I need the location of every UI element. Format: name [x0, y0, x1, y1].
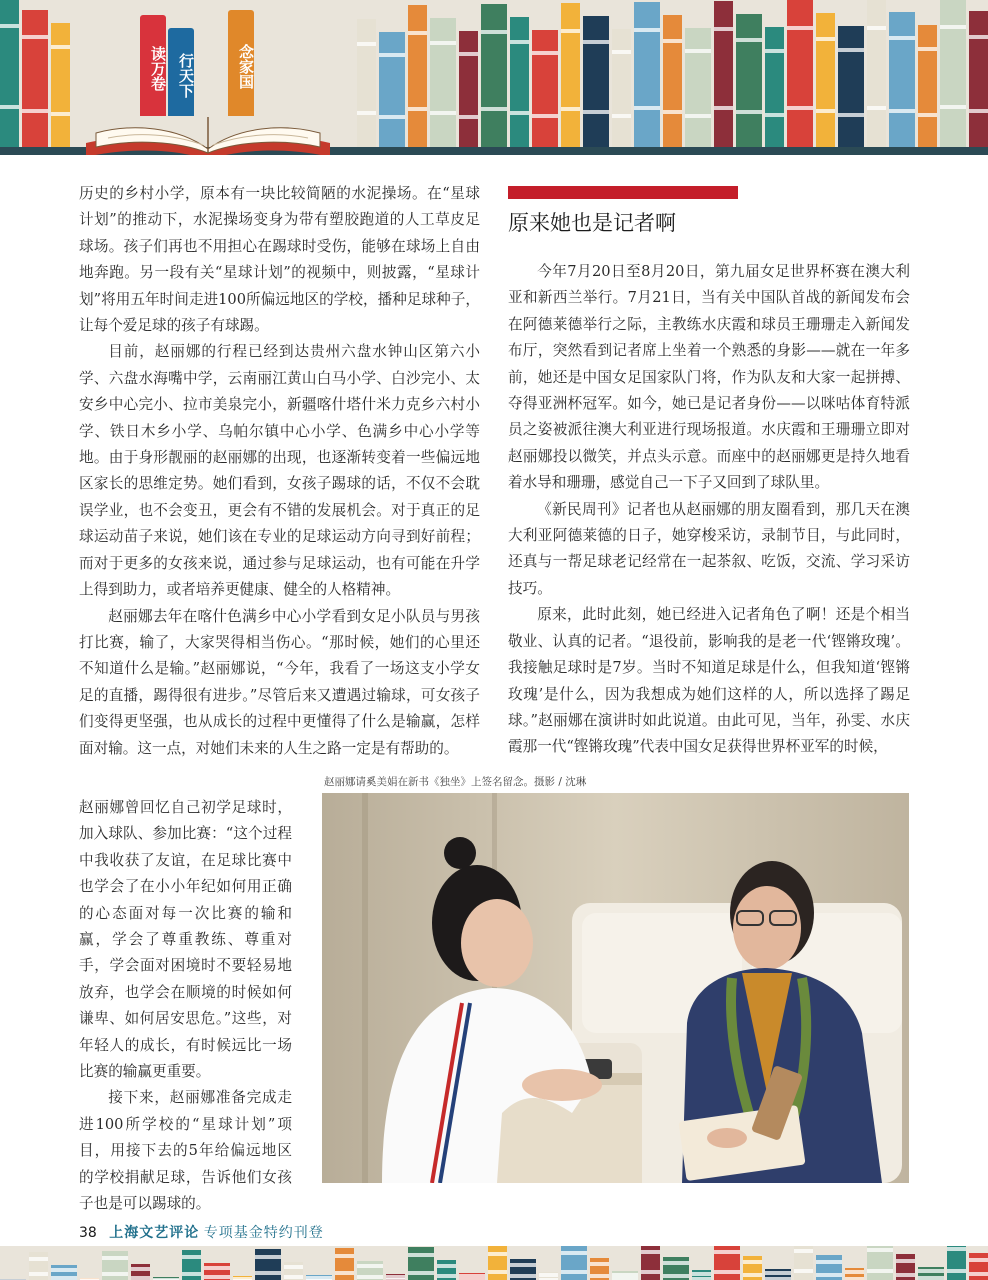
book-stripe [532, 114, 558, 118]
book-stripe [408, 107, 427, 111]
book-spine [816, 13, 835, 147]
book-stripe [29, 1257, 48, 1261]
book-stripe [510, 111, 529, 115]
book-stripe [510, 40, 529, 44]
book-stripe [896, 1259, 915, 1263]
book-stripe [488, 1270, 507, 1274]
book-spine [335, 1248, 354, 1280]
book-stripe [940, 25, 966, 29]
book-spine [459, 31, 478, 147]
publication-name: 上海文艺评论 [109, 1225, 200, 1241]
book-stripe [969, 35, 988, 39]
book-stripe [430, 41, 456, 45]
book-spine [430, 18, 456, 147]
book-spine [408, 1247, 434, 1280]
book-spine [51, 23, 70, 147]
book-stripe [714, 106, 733, 110]
book-spine [379, 32, 405, 147]
book-spine [510, 17, 529, 147]
book-spine [663, 15, 682, 147]
book-spine [510, 1259, 536, 1280]
book-spine [794, 1246, 813, 1280]
book-stripe [969, 1272, 988, 1276]
book-stripe [284, 1275, 303, 1279]
book-spine [918, 25, 937, 147]
book-stripe [794, 1249, 813, 1253]
book-stripe [561, 1270, 587, 1274]
book-stripe [51, 112, 70, 116]
book-stripe [430, 111, 456, 115]
book-stripe [838, 48, 864, 52]
book-stripe [947, 1269, 966, 1273]
book-stripe [918, 113, 937, 117]
bottom-bookshelf-strip [0, 1246, 988, 1280]
book-stripe [641, 1270, 660, 1274]
book-stripe [182, 1272, 201, 1276]
book-spine [131, 1264, 150, 1280]
book-stripe [481, 30, 507, 34]
book-stripe [896, 1273, 915, 1277]
book-stripe [51, 1268, 77, 1272]
book-stripe [634, 28, 660, 32]
book-stripe [590, 1262, 609, 1266]
book-stripe [510, 1274, 536, 1278]
book-spine [22, 10, 48, 147]
book-spine [918, 1267, 944, 1280]
book-stripe [714, 1270, 740, 1274]
book-stripe [867, 1248, 893, 1252]
book-stripe [736, 38, 762, 42]
book-stripe [102, 1272, 128, 1276]
book-stripe [22, 35, 48, 39]
book-stripe [663, 110, 682, 114]
book-stripe [867, 1269, 893, 1273]
book-stripe [532, 51, 558, 55]
book-spine [736, 14, 762, 147]
book-stripe [182, 1255, 201, 1259]
book-stripe [29, 1272, 48, 1276]
book-spine [612, 29, 631, 147]
book-spine [641, 1246, 660, 1280]
right-column [508, 259, 910, 761]
book-spine [437, 1260, 456, 1280]
book-spine [845, 1268, 864, 1280]
book-spine [714, 1246, 740, 1280]
book-stripe [0, 24, 19, 28]
book-stripe [335, 1254, 354, 1258]
book-stripe [969, 1258, 988, 1262]
book-stripe [663, 1261, 689, 1265]
book-spine [488, 1246, 507, 1280]
book-spine [386, 1274, 405, 1280]
book-stripe [539, 1273, 558, 1277]
book-spine [634, 2, 660, 147]
book-spine [0, 0, 19, 147]
book-spine [284, 1262, 303, 1280]
book-stripe [634, 106, 660, 110]
book-spine [838, 26, 864, 147]
left-column [79, 181, 480, 762]
book-spine [692, 1270, 711, 1280]
book-stripe [22, 109, 48, 113]
book-spine [765, 27, 784, 147]
book-spine [743, 1256, 762, 1280]
photo [322, 793, 909, 1183]
book-stripe [357, 1275, 383, 1279]
book-stripe [816, 1260, 842, 1264]
book-stripe [714, 27, 733, 31]
photo-caption: 赵丽娜请奚美娟在新书《独坐》上签名留念。摄影 / 沈琳 [324, 776, 587, 788]
book-stripe [204, 1266, 230, 1270]
book-spine [481, 4, 507, 147]
book-stripe [488, 1252, 507, 1256]
page-number: 38 [79, 1225, 97, 1241]
book-stripe [583, 110, 609, 114]
book-stripe [255, 1255, 281, 1259]
book-stripe [561, 1251, 587, 1255]
book-stripe [131, 1267, 150, 1271]
book-spine [182, 1250, 201, 1280]
open-book-icon [78, 105, 338, 155]
book-stripe [663, 39, 682, 43]
book-stripe [51, 1276, 77, 1280]
book-spine [408, 5, 427, 147]
book-stripe [889, 109, 915, 113]
book-spine [561, 1246, 587, 1280]
book-spine [969, 1253, 988, 1280]
book-stripe [685, 49, 711, 53]
book-stripe [612, 114, 631, 118]
book-stripe [736, 110, 762, 114]
book-stripe [918, 47, 937, 51]
book-stripe [612, 50, 631, 54]
book-spine [255, 1249, 281, 1280]
column-emblem [78, 10, 338, 155]
book-spine [816, 1255, 842, 1280]
book-spine [539, 1272, 558, 1280]
book-stripe [51, 45, 70, 49]
emblem-tag-travel: 行天下 [168, 28, 194, 116]
book-spine [357, 19, 376, 147]
book-stripe [918, 1276, 944, 1280]
book-stripe [641, 1250, 660, 1254]
emblem-tag-read: 读万卷 [140, 15, 166, 116]
book-stripe [816, 37, 835, 41]
book-stripe [102, 1256, 128, 1260]
book-stripe [867, 106, 886, 110]
book-stripe [459, 52, 478, 56]
book-spine [787, 0, 813, 147]
book-stripe [561, 29, 580, 33]
book-spine [233, 1276, 252, 1280]
emblem-tag-home: 念家国 [228, 10, 254, 116]
book-spine [685, 28, 711, 147]
book-stripe [583, 40, 609, 44]
book-spine [29, 1252, 48, 1280]
book-stripe [379, 53, 405, 57]
book-stripe [459, 115, 478, 119]
book-stripe [816, 1273, 842, 1277]
book-stripe [590, 1274, 609, 1278]
book-stripe [481, 107, 507, 111]
narrow-column [79, 795, 292, 1218]
book-stripe [867, 26, 886, 30]
book-stripe [510, 1263, 536, 1267]
book-spine [561, 3, 580, 147]
paragraph: 原来，此时此刻，她已经进入记者角色了啊！还是个相当敬业、认真的记者。“退役前，影响我的是老一代‘铿锵玫瑰’。我接触足球时是7岁。当时不知道足球是什么，但我知道‘铿锵玫瑰’是什么，因为我想成为她们这样的人，所以选择了踢足球。”赵丽娜在演讲时如此说道。由此可见，当年，孙雯、水庆霞那一代“铿锵玫瑰”代表中国女足获得世界杯亚军的时候， [508, 606, 910, 756]
book-stripe [131, 1276, 150, 1280]
photo-illustration [322, 793, 909, 1183]
book-spine [357, 1261, 383, 1280]
book-stripe [255, 1271, 281, 1275]
book-stripe [765, 49, 784, 53]
book-spine [583, 16, 609, 147]
book-stripe [357, 42, 376, 46]
book-stripe [685, 114, 711, 118]
paragraph: 今年7月20日至8月20日，第九届女足世界杯赛在澳大利亚和新西兰举行。7月21日，当有关中国队首战的新闻发布会在阿德莱德举行之际，主教练水庆霞和球员王珊珊走入新闻发布厅，突然看到记者席上坐着一个熟悉的身影——就在一年多前，她还是中国女足国家队门将，作为队友和大家一起拼搏、夺得亚洲杯冠军。如今，她已是记者身份——以咪咕体育特派员之姿被派往澳大利亚进行现场报道。水庆霞和王珊珊立即对赵丽娜投以微笑，并点头示意。而座中的赵丽娜更是持久地看着水导和珊珊，感觉自己一下子又回到了球队里。 [508, 263, 910, 492]
book-stripe [357, 1264, 383, 1268]
book-spine [204, 1263, 230, 1280]
book-spine [969, 11, 988, 147]
book-spine [867, 0, 886, 147]
book-stripe [969, 109, 988, 113]
book-stripe [284, 1265, 303, 1269]
paragraph: 历史的乡村小学，原本有一块比较简陋的水泥操场。在“星球计划”的推动下，水泥操场变身为带有塑胶跑道的人工草皮足球场。孩子们再也不用担心在踢球时受伤，能够在球场上自由地奔跑。另一段有关“星球计划”的视频中，则披露，“星球计划”将用五年时间走进100所偏远地区的学校，播种足球种子，让每个爱足球的孩子有球踢。 [79, 185, 480, 335]
book-stripe [918, 1269, 944, 1273]
book-spine [663, 1257, 689, 1280]
bookshelf-banner [0, 0, 988, 155]
book-stripe [408, 1271, 434, 1275]
paragraph: 赵丽娜去年在喀什色满乡中心小学看到女足小队员与男孩打比赛，输了，大家哭得相当伤心。“那时候，她们的心里还不知道什么是输。”赵丽娜说，“今年，我看了一场这支小学女足的直播，踢得很有进步。”尽管后来又遭遇过输球，可女孩子们变得更坚强，也从成长的过程中更懂得了什么是输赢，怎样面对输。这一点，对她们未来的人生之路一定是有帮助的。 [79, 607, 480, 757]
book-spine [459, 1273, 485, 1280]
publication-note: 专项基金特约刊登 [203, 1225, 324, 1241]
book-stripe [408, 31, 427, 35]
book-stripe [787, 106, 813, 110]
book-stripe [794, 1269, 813, 1273]
book-stripe [787, 26, 813, 30]
book-stripe [765, 1271, 791, 1275]
book-spine [532, 30, 558, 147]
book-spine [765, 1269, 791, 1280]
book-spine [889, 12, 915, 147]
section-title: 原来她也是记者啊 [508, 211, 676, 235]
paragraph: 《新民周刊》记者也从赵丽娜的朋友圈看到，那几天在澳大利亚阿德莱德的日子，她穿梭采访，录制节目，与此同时，还真与一帮足球老记经常在一起茶叙、吃饭，交流、学习采访技巧。 [508, 500, 910, 597]
book-stripe [765, 113, 784, 117]
paragraph: 赵丽娜曾回忆自己初学足球时，加入球队、参加比赛：“这个过程中我收获了友谊，在足球比赛中也学会了在小小年纪如何用正确的心态面对每一次比赛的输和赢，学会了尊重教练、尊重对手，学会面对困境时不要轻易地放弃，也学会在顺境的时候如何谦卑、如何居安思危。”这些，对年轻人的成长，有时候远比一场比赛的输赢更重要。 [79, 799, 292, 1081]
book-stripe [692, 1272, 711, 1276]
book-stripe [889, 36, 915, 40]
book-stripe [816, 109, 835, 113]
paragraph: 接下来，赵丽娜准备完成走进100所学校的“星球计划”项目，用接下去的5年给偏远地区的学校捐献足球，告诉他们女孩子也是可以踢球的。 [79, 1089, 292, 1213]
book-stripe [838, 113, 864, 117]
book-stripe [379, 115, 405, 119]
section-title-bar [508, 186, 738, 199]
book-spine [306, 1275, 332, 1280]
book-stripe [743, 1273, 762, 1277]
book-stripe [408, 1253, 434, 1257]
book-spine [940, 0, 966, 147]
book-spine [612, 1271, 638, 1280]
book-stripe [940, 105, 966, 109]
book-stripe [437, 1264, 456, 1268]
book-spine [590, 1258, 609, 1280]
book-stripe [714, 1250, 740, 1254]
book-stripe [437, 1274, 456, 1278]
book-spine [947, 1246, 966, 1280]
book-stripe [845, 1270, 864, 1274]
book-spine [714, 1, 733, 147]
book-stripe [335, 1271, 354, 1275]
book-stripe [0, 105, 19, 109]
book-stripe [561, 107, 580, 111]
book-spine [102, 1251, 128, 1280]
book-stripe [947, 1247, 966, 1251]
page-footer [79, 1224, 324, 1242]
book-stripe [743, 1260, 762, 1264]
book-spine [867, 1246, 893, 1280]
book-spine [896, 1254, 915, 1280]
book-spine [51, 1265, 77, 1280]
paragraph: 目前，赵丽娜的行程已经到达贵州六盘水钟山区第六小学、六盘水海嘴中学，云南丽江黄山白马小学、白沙完小、太安乡中心完小、拉市美泉完小，新疆喀什塔什米力克乡六村小学、铁日木乡小学、乌帕尔镇中心小学、色满乡中心小学等地。由于身形靓丽的赵丽娜的出现，也逐渐转变着一些偏远地区家长的思维定势。她们看到，女孩子踢球的话，不仅不会耽误学业，也不会变丑，更会有不错的发展机会。对于真正的足球运动苗子来说，她们该在专业的足球运动方向寻到好前程；而对于更多的女孩来说，通过参与足球运动，也有可能在升学上得到助力，或者培养更健康、健全的人格精神。 [79, 343, 480, 599]
book-stripe [204, 1275, 230, 1279]
book-stripe [663, 1274, 689, 1278]
book-stripe [357, 111, 376, 115]
